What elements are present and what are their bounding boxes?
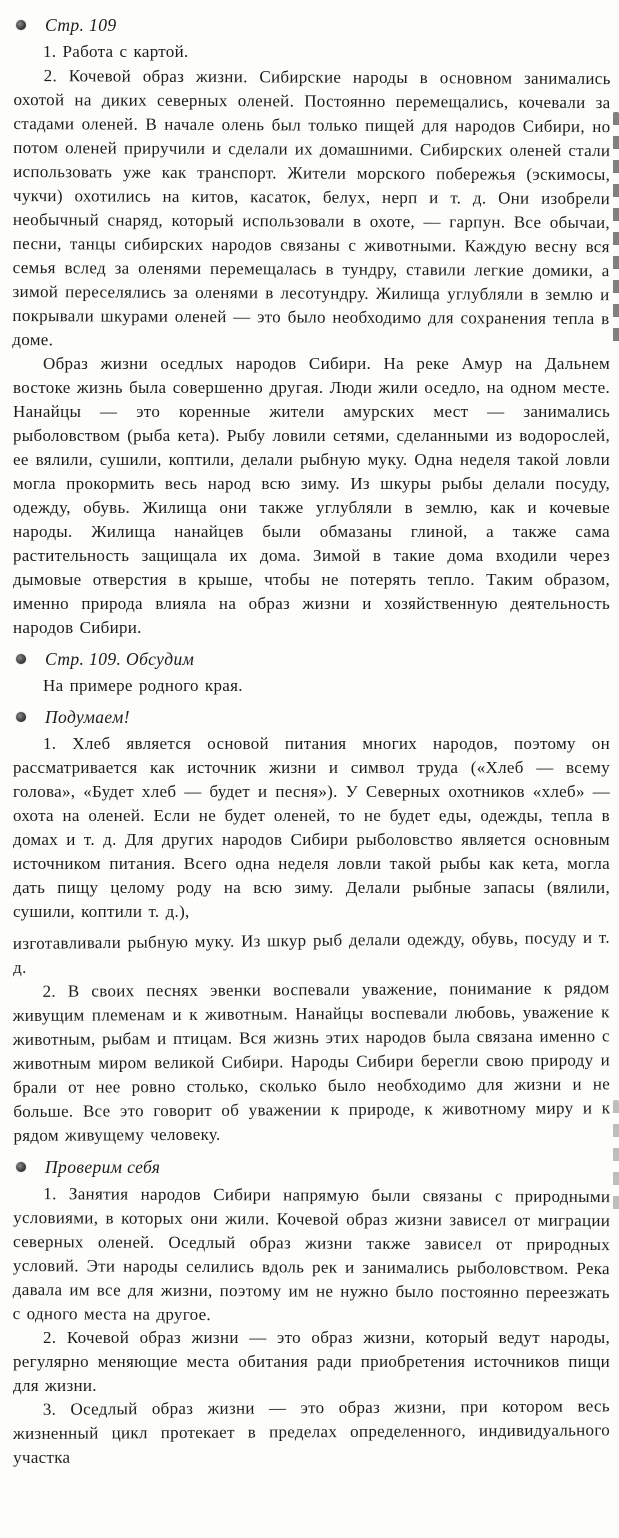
section-podumaem: [13, 705, 610, 1148]
section-header: [13, 1155, 610, 1179]
section-title: Подумаем!: [45, 707, 130, 727]
section-header: [13, 647, 610, 671]
answer-item-2: 2. В своих песнях эвенки воспевали уважение, понимание к рядом живущим племенам и к животным. Нанайцы воспевали любовь, уважение к животным, рыбам и птицам. Вся жизнь этих народов была связана именно с животным миром великой Сибири. Народы Сибири берегли свою природу и брали от нее ровно столько, сколько было необходимо для жизни и не больше. Все это говорит об уважении к природе, к животному миру и к рядом живущему человеку.: [12, 978, 611, 1145]
scan-edge-artifact-lower: [613, 1100, 619, 1220]
section-str-109-obsudim: [13, 647, 610, 698]
section-title: Проверим себя: [45, 1157, 161, 1177]
answer-item-3: 3. Оседлый образ жизни — это образ жизни, при котором весь жизненный цикл протекает в пределах определенного, индивидуального участка: [12, 1396, 611, 1467]
section-proverim-sebya: [13, 1155, 610, 1470]
scan-edge-artifact: [613, 112, 619, 350]
answer-item-1: 1. Занятия народов Сибири напрямую были связаны с природными условиями, в которых они жили. Кочевой образ жизни зависел от миграции северных оленей. Оседлый образ жизни также зависел от природных условий. Эти народы селились вдоль рек и занимались рыболовством. Река давала им все для жизни, поэтому им не нужно было постоянно переезжать с одного места на другое.: [12, 1184, 611, 1325]
section-header: [13, 705, 610, 729]
bullet-icon: [16, 712, 26, 722]
section-str-109: [13, 13, 610, 640]
section-title: Стр. 109. Обсудим: [45, 649, 195, 669]
answer-item-1: 1. Работа с картой.: [43, 42, 189, 61]
bullet-icon: [16, 654, 26, 664]
section-header: [13, 13, 610, 37]
answer-item-2: 2. Кочевой образ жизни. Сибирские народы в основном занимались охотой на диких северных оленей. Постоянно перемещались, кочевали за стадами оленей. В начале олень был только пищей для народов Сибири, но потом оленей приручили и сделали их домашними. Сибирских оленей стали использовать уже как транспорт. Жители морского побережья (эскимосы, чукчи) охотились на китов, касаток, белух, нерп и т. д. Они изобрели необычный снаряд, который использовали в охоте, — гарпун. Все обычаи, песни, танцы сибирских народов связаны с животными. Каждую весну вся семья вслед за оленями перемещалась в тундру, ставили легкие домики, а зимой переселялись за оленями в лесотундру. Жилища углубляли в землю и покрывали шкурами оленей — это было необходимо для сохранения тепла в доме.: [12, 66, 611, 350]
answer-item-1: 1. Хлеб является основой питания многих народов, поэтому он рассматривается как источник жизни и символ труда («Хлеб — всему голова», «Будет хлеб — будет и песня»). У Северных охотников «хлеб» — охота на оленей. Если не будет оленей, то не будет еды, одежды, тепла в домах и т. д. Для других народов Сибири рыболовство является основным источником питания. Всего одна неделя ловли такой рыбы как кета, могла дать пищу целому роду на всю зиму. Делали рыбные запасы (вялили, сушили, коптили т. д.),: [13, 734, 610, 921]
answer-item-2: 2. Кочевой образ жизни — это образ жизни, который ведут народы, регулярно меняющие места обитания ради приобретения источников пищи для жизни.: [13, 1328, 610, 1395]
answer-item-1-continued: изготавливали рыбную муку. Из шкур рыб делали одежду, обувь, посуду и т. д.: [12, 927, 610, 977]
section-title: Стр. 109: [45, 15, 117, 35]
answer-paragraph: На примере родного края.: [43, 676, 243, 695]
answer-paragraph-sedentary: Образ жизни оседлых народов Сибири. На реке Амур на Дальнем востоке жизнь была совершенно другая. Люди жили оседло, на одном месте. Нанайцы — это коренные жители амурских мест — занимались рыболовством (рыба кета). Рыбу ловили сетями, сделанными из водорослей, ее вялили, сушили, коптили, делали рыбную муку. Одна неделя такой ловли могла прокормить весь народ всю зиму. Из шкуры рыбы делали посуду, одежду, обувь. Жилища они также углубляли в землю, как и кочевые народы. Жилища нанайцев были обмазаны глиной, а также сама растительность защищала их дома. Зимой в такие дома входили через дымовые отверстия в крыше, чтобы не потерять тепло. Таким образом, именно природа влияла на образ жизни и хозяйственную деятельность народов Сибири.: [13, 354, 610, 637]
bullet-icon: [16, 20, 26, 30]
bullet-icon: [16, 1162, 26, 1172]
